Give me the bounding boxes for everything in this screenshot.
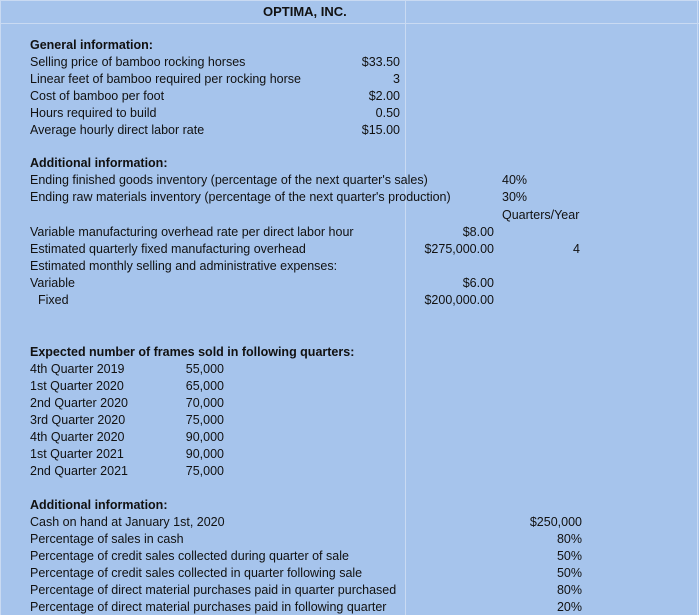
additional-label: Percentage of direct material purchases paid in following quarter [30, 600, 387, 614]
frames-value: 75,000 [185, 413, 224, 427]
general-label: Average hourly direct labor rate [30, 123, 205, 137]
additional-label: Percentage of credit sales collected in quarter following sale [30, 566, 363, 580]
additional-label: Percentage of sales in cash [30, 532, 184, 546]
general-label: Linear feet of bamboo required per rocking horse [30, 72, 301, 86]
grid-line [0, 0, 1, 615]
frames-quarter: 1st Quarter 2021 [30, 447, 124, 461]
grid-line [0, 0, 699, 1]
additional-value: $250,000 [529, 515, 582, 529]
frames-value: 70,000 [185, 396, 224, 410]
additional-heading: Additional information: [30, 156, 168, 170]
ending-fg-label: Ending finished goods inventory (percentage of the next quarter's sales) [30, 173, 428, 187]
additional-value: 50% [556, 566, 582, 580]
additional-value: 80% [556, 583, 582, 597]
additional-label: Percentage of credit sales collected during quarter of sale [30, 549, 349, 563]
grid-line [0, 23, 699, 24]
grid-line [405, 0, 406, 615]
frames-quarter: 2nd Quarter 2020 [30, 396, 128, 410]
quarters-per-year-value: 4 [573, 242, 580, 256]
fixed-value: $200,000.00 [424, 293, 494, 307]
general-label: Cost of bamboo per foot [30, 89, 165, 103]
frames-quarter: 1st Quarter 2020 [30, 379, 124, 393]
ending-rm-value: 30% [502, 190, 528, 204]
sga-label: Estimated monthly selling and administrative expenses: [30, 259, 338, 273]
var-overhead-value: $8.00 [462, 225, 494, 239]
variable-value: $6.00 [462, 276, 494, 290]
fixed-overhead-value: $275,000.00 [424, 242, 494, 256]
ending-fg-value: 40% [502, 173, 528, 187]
general-label: Selling price of bamboo rocking horses [30, 55, 246, 69]
frames-quarter: 4th Quarter 2019 [30, 362, 125, 376]
quarters-year-label: Quarters/Year [502, 208, 580, 222]
additional-label: Percentage of direct material purchases paid in quarter purchased [30, 583, 397, 597]
frames-value: 75,000 [185, 464, 224, 478]
frames-value: 90,000 [185, 430, 224, 444]
additional-value: 50% [556, 549, 582, 563]
frames-quarter: 4th Quarter 2020 [30, 430, 125, 444]
sheet-title: OPTIMA, INC. [263, 4, 347, 19]
general-label: Hours required to build [30, 106, 157, 120]
frames-quarter: 3rd Quarter 2020 [30, 413, 126, 427]
grid-line [697, 0, 698, 615]
ending-rm-label: Ending raw materials inventory (percentage of the next quarter's production) [30, 190, 451, 204]
frames-heading: Expected number of frames sold in following quarters: [30, 345, 355, 359]
variable-label: Variable [30, 276, 75, 290]
frames-value: 55,000 [185, 362, 224, 376]
frames-value: 65,000 [185, 379, 224, 393]
general-value: $2.00 [368, 89, 400, 103]
general-heading: General information: [30, 38, 153, 52]
frames-value: 90,000 [185, 447, 224, 461]
additional-value: 80% [556, 532, 582, 546]
additional-heading-2: Additional information: [30, 498, 168, 512]
general-value: 3 [393, 72, 400, 86]
general-value: 0.50 [375, 106, 400, 120]
general-value: $15.00 [361, 123, 400, 137]
frames-quarter: 2nd Quarter 2021 [30, 464, 128, 478]
fixed-overhead-label: Estimated quarterly fixed manufacturing overhead [30, 242, 306, 256]
additional-value: 20% [556, 600, 582, 614]
var-overhead-label: Variable manufacturing overhead rate per direct labor hour [30, 225, 354, 239]
additional-label: Cash on hand at January 1st, 2020 [30, 515, 225, 529]
fixed-label: Fixed [38, 293, 69, 307]
general-value: $33.50 [361, 55, 400, 69]
